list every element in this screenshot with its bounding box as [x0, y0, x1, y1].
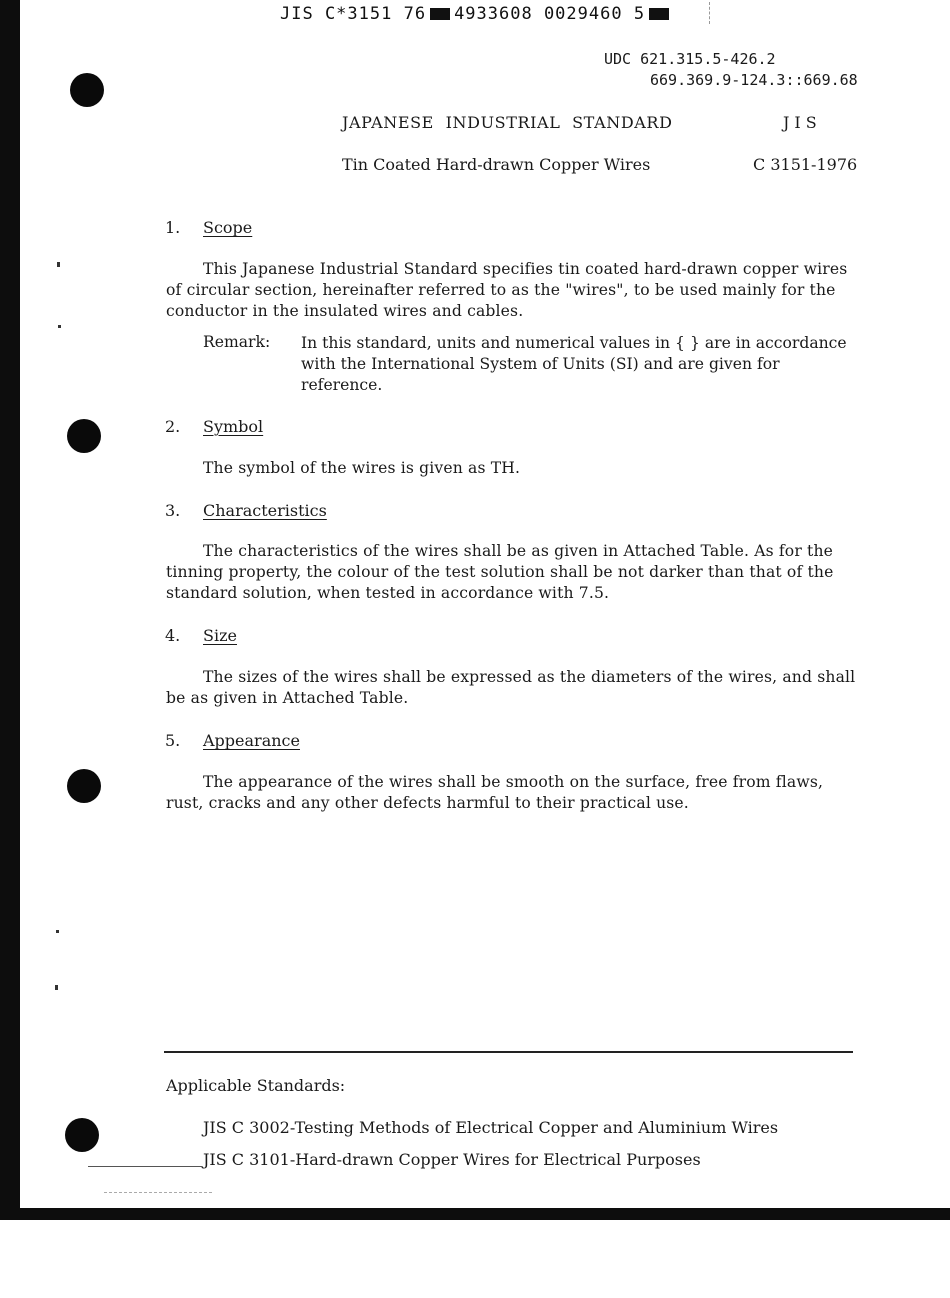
footnote-rule — [164, 1051, 853, 1053]
appearance-paragraph: The appearance of the wires shall be smooth on the surface, free from flaws, rust, cracks and any other defects harmful to their practical use. — [166, 773, 824, 812]
size-paragraph: The sizes of the wires shall be expressed as the diameters of the wires, and shall be as given in Attached Table. — [166, 668, 856, 707]
scan-header-serial: 4933608 0029460 5 — [454, 4, 646, 24]
udc-line-2: 669.369.9-124.3::669.68 — [650, 71, 858, 89]
udc-line-1: UDC 621.315.5-426.2 — [604, 50, 776, 68]
applicable-standards-heading: Applicable Standards: — [166, 1076, 346, 1095]
punch-hole — [70, 73, 104, 107]
pencil-mark — [104, 1192, 212, 1193]
pencil-mark — [88, 1166, 202, 1167]
document-number: C 3151-1976 — [753, 155, 858, 174]
section-number: 5. — [165, 731, 181, 750]
punch-hole — [65, 1118, 99, 1152]
scan-edge-mark — [709, 2, 710, 24]
scope-paragraph: This Japanese Industrial Standard specifies tin coated hard-drawn copper wires of circular section, hereinafter referred to as the "wires", to be used mainly for the conductor in the insulated wires and cables. — [166, 260, 848, 320]
scan-speck — [58, 325, 61, 328]
section-number: 3. — [165, 501, 181, 520]
standard-code: JIS — [783, 113, 822, 132]
scan-speck — [57, 262, 60, 267]
section-title-size: Size — [203, 626, 237, 645]
redaction-block — [649, 8, 669, 20]
remark-text: In this standard, units and numerical values in { } are in accordance with the International System of Units (SI) and are given for reference. — [301, 334, 847, 394]
scan-speck — [55, 985, 58, 990]
scan-header-line — [280, 4, 673, 24]
standard-name: JAPANESE INDUSTRIAL STANDARD — [342, 113, 673, 132]
section-title-symbol: Symbol — [203, 417, 264, 436]
section-title-scope: Scope — [203, 218, 253, 237]
applicable-standard-item: JIS C 3002-Testing Methods of Electrical Copper and Aluminium Wires — [203, 1118, 779, 1137]
section-title-appearance: Appearance — [203, 731, 300, 750]
section-number: 1. — [165, 218, 181, 237]
characteristics-paragraph: The characteristics of the wires shall be as given in Attached Table. As for the tinning property, the colour of the test solution shall be not darker than that of the standard solution, when tested in accordance with 7.5. — [166, 542, 834, 602]
redaction-block — [430, 8, 450, 20]
scan-bottom-edge — [0, 1208, 950, 1220]
section-number: 2. — [165, 417, 181, 436]
remark-label: Remark: — [203, 333, 271, 351]
symbol-paragraph: The symbol of the wires is given as TH. — [203, 459, 521, 477]
document-title: Tin Coated Hard-drawn Copper Wires — [342, 155, 651, 174]
applicable-standard-item: JIS C 3101-Hard-drawn Copper Wires for Electrical Purposes — [203, 1150, 701, 1169]
section-title-characteristics: Characteristics — [203, 501, 327, 520]
section-number: 4. — [165, 626, 181, 645]
scan-left-edge — [0, 0, 20, 1218]
punch-hole — [67, 419, 101, 453]
scan-speck — [56, 930, 59, 933]
punch-hole — [67, 769, 101, 803]
scan-header-code: JIS C*3151 76 — [280, 4, 427, 24]
